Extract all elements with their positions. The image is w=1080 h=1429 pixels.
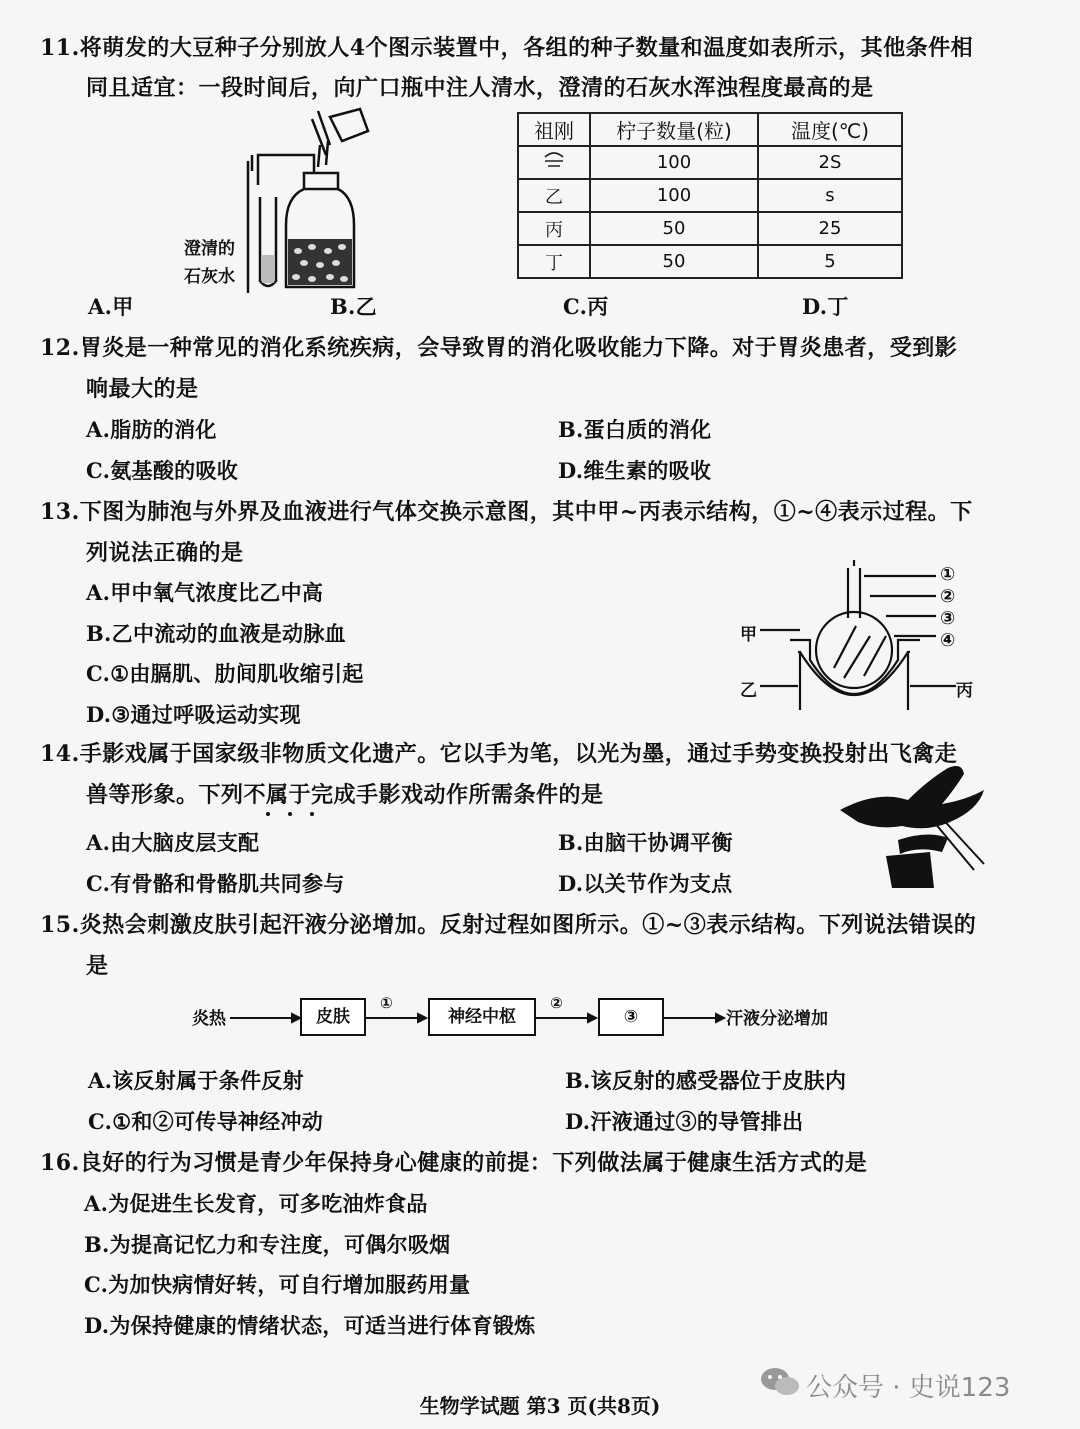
q11-option-a[interactable]: A.甲 [88, 294, 134, 319]
table-header: 祖刚 [518, 113, 590, 146]
table-row [518, 146, 902, 179]
reflex-box-3: ③ [598, 998, 664, 1036]
q12-option-c[interactable]: C.氨基酸的吸收 [86, 458, 239, 483]
q16-option-d[interactable]: D.为保持健康的情绪状态，可适当进行体育锻炼 [84, 1313, 536, 1338]
table-row [518, 212, 902, 245]
watermark-text: 公众号 · 史说123 [806, 1373, 1011, 1403]
q12-option-b[interactable]: B.蛋白质的消化 [558, 417, 712, 442]
q12-stem-line2: 响最大的是 [86, 376, 199, 402]
table-cell: 丙 [518, 212, 590, 245]
seed-temperature-table [517, 112, 903, 279]
diagram-label-process-2: ② [940, 586, 956, 607]
table-cell: 100 [590, 146, 758, 179]
table-cell: 100 [590, 179, 758, 212]
q13-stem-line1: 13.下图为肺泡与外界及血液进行气体交换示意图，其中甲~丙表示结构，①~④表示过程。下 [40, 499, 973, 525]
table-cell-group-jia-glyph [518, 146, 590, 179]
q14-stem-line2: 兽等形象。下列不属于完成手影戏动作所需条件的是 [86, 782, 604, 808]
q15-option-a[interactable]: A.该反射属于条件反射 [88, 1068, 304, 1093]
q15-option-c[interactable]: C.①和②可传导神经冲动 [88, 1109, 324, 1134]
emphasis-dots [262, 810, 322, 818]
table-cell: 25 [758, 212, 902, 245]
q16-option-c[interactable]: C.为加快病情好转，可自行增加服药用量 [84, 1272, 471, 1297]
reflex-arrow1-label: ① [380, 994, 393, 1012]
q16-stem-line1: 16.良好的行为习惯是青少年保持身心健康的前提：下列做法属于健康生活方式的是 [40, 1150, 868, 1176]
q12-stem-line1: 12.胃炎是一种常见的消化系统疾病，会导致胃的消化吸收能力下降。对于胃炎患者，受到影 [40, 335, 958, 361]
reflex-arrows [230, 1006, 730, 1030]
apparatus-label-line1: 澄清的 [184, 239, 235, 259]
q13-stem-line2: 列说法正确的是 [86, 540, 244, 566]
reflex-start-label: 炎热 [192, 1009, 226, 1029]
table-cell: 50 [590, 245, 758, 278]
q15-stem-line2: 是 [86, 953, 109, 979]
diagram-label-bing: 丙 [956, 681, 973, 701]
q11-option-c[interactable]: C.丙 [563, 294, 609, 319]
q11-option-b[interactable]: B.乙 [330, 294, 377, 319]
q13-option-a[interactable]: A.甲中氧气浓度比乙中高 [86, 580, 324, 605]
table-header: 温度(℃) [758, 113, 902, 146]
q14-option-d[interactable]: D.以关节作为支点 [558, 871, 733, 896]
table-cell: 丁 [518, 245, 590, 278]
q15-stem-line1: 15.炎热会刺激皮肤引起汗液分泌增加。反射过程如图所示。①~③表示结构。下列说法错误的 [40, 912, 977, 938]
q14-stem-line1: 14.手影戏属于国家级非物质文化遗产。它以手为笔，以光为墨，通过手势变换投射出飞禽走 [40, 741, 958, 767]
table-header: 柠子数量(粒) [590, 113, 758, 146]
table-cell: 50 [590, 212, 758, 245]
q13-option-c[interactable]: C.①由膈肌、肋间肌收缩引起 [86, 661, 364, 686]
table-cell: 乙 [518, 179, 590, 212]
page-footer: 生物学试题 第3 页(共8页) [419, 1394, 661, 1418]
q15-option-d[interactable]: D.汗液通过③的导管排出 [565, 1109, 804, 1134]
diagram-label-process-1: ① [940, 564, 956, 585]
hand-shadow-bird-image [838, 760, 988, 890]
reflex-box-skin: 皮肤 [300, 998, 366, 1036]
table-row [518, 179, 902, 212]
apparatus-label-line2: 石灰水 [184, 267, 235, 287]
q16-option-a[interactable]: A.为促进生长发育，可多吃油炸食品 [84, 1191, 428, 1216]
diagram-label-process-4: ④ [940, 630, 956, 651]
q11-option-d[interactable]: D.丁 [802, 294, 849, 319]
reflex-box-nerve-center: 神经中枢 [428, 998, 536, 1036]
diagram-label-process-3: ③ [940, 608, 956, 629]
q12-option-a[interactable]: A.脂肪的消化 [86, 417, 217, 442]
q14-option-b[interactable]: B.由脑干协调平衡 [558, 830, 733, 855]
q16-option-b[interactable]: B.为提高记忆力和专注度，可偶尔吸烟 [84, 1232, 451, 1257]
table-row [518, 245, 902, 278]
q13-option-b[interactable]: B.乙中流动的血液是动脉血 [86, 621, 346, 646]
diagram-label-jia: 甲 [740, 625, 757, 645]
q15-option-b[interactable]: B.该反射的感受器位于皮肤内 [565, 1068, 847, 1093]
q14-option-c[interactable]: C.有骨骼和骨骼肌共同参与 [86, 871, 345, 896]
q11-stem-line2: 同且适宜：一段时间后，向广口瓶中注人清水，澄清的石灰水浑浊程度最高的是 [86, 75, 874, 101]
table-cell: s [758, 179, 902, 212]
diagram-label-yi: 乙 [740, 681, 757, 701]
q13-option-d[interactable]: D.③通过呼吸运动实现 [86, 702, 301, 727]
reflex-end-label: 汗液分泌增加 [726, 1009, 828, 1029]
q11-stem-line1: 11.将萌发的大豆种子分别放人4个图示装置中，各组的种子数量和温度如表所示，其他条件相 [40, 35, 974, 61]
table-cell: 2S [758, 146, 902, 179]
table-cell: 5 [758, 245, 902, 278]
reflex-arrow2-label: ② [550, 994, 563, 1012]
table-header-row [518, 113, 902, 146]
q14-option-a[interactable]: A.由大脑皮层支配 [86, 830, 260, 855]
q12-option-d[interactable]: D.维生素的吸收 [558, 458, 712, 483]
